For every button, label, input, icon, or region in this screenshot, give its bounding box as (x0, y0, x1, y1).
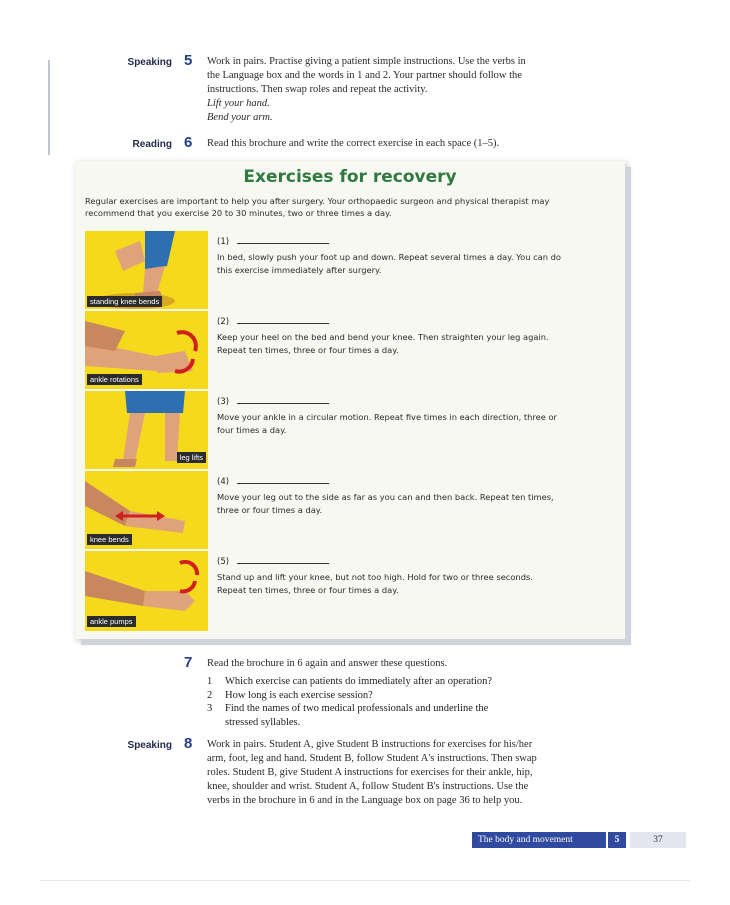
exercise-text (217, 251, 602, 276)
section-6-number: 6 (184, 134, 193, 151)
unit-number: 5 (606, 832, 626, 848)
section-6-instruction: Read this brochure and write the correct exercise in each space (1–5). (207, 138, 500, 149)
exercise-line: four times a day. (217, 424, 287, 435)
question-text: Which exercise can patients do immediately after an operation? (225, 676, 493, 687)
instruction-line: verbs in the brochure in 6 and in the Language box on page 36 to help you. (207, 795, 523, 806)
section-5-instructions (207, 55, 607, 125)
instruction-line: knee, shoulder and wrist. Student A, follow Student B's instructions. Use the (207, 781, 529, 792)
question-line: Find the names of two medical professionals and underline the (225, 703, 489, 714)
exercise-line: In bed, slowly push your foot up and down. Repeat several times a day. You can do (217, 252, 561, 262)
exercise-image-1 (85, 231, 208, 309)
exercise-line: Repeat ten times, three or four times a day. (217, 344, 399, 355)
section-5-label: Speaking (127, 57, 172, 68)
exercise-image-4 (85, 471, 208, 549)
instruction-line: Work in pairs. Student A, give Student B instructions for exercises for his/her (207, 739, 533, 750)
question-item (207, 689, 627, 703)
section-5-number: 5 (184, 52, 193, 69)
exercise-number: (3) (217, 397, 230, 407)
exercise-number: (2) (217, 317, 230, 327)
exercise-number: (5) (217, 557, 230, 567)
exercise-line: three or four times a day. (217, 504, 323, 515)
instruction-line: instructions. Then swap roles and repeat the activity. (207, 84, 428, 95)
exercise-text (217, 571, 602, 596)
question-item (207, 702, 627, 729)
instruction-line: Work in pairs. Practise giving a patient simple instructions. Use the verbs in (207, 56, 526, 67)
answer-blank[interactable] (237, 235, 329, 244)
example-line: Lift your hand. (207, 98, 270, 109)
image-caption: ankle rotations (87, 374, 142, 385)
question-list (207, 675, 627, 729)
section-6-label: Reading (132, 139, 172, 150)
exercise-line: Keep your heel on the bed and bend your knee. Then straighten your leg again. (217, 332, 549, 342)
question-text (225, 702, 488, 729)
unit-title: The body and movement (478, 835, 573, 845)
image-caption: standing knee bends (87, 296, 162, 307)
instruction-line: the Language box and the words in 1 and 2. Your partner should follow the (207, 70, 522, 81)
question-text: How long is each exercise session? (225, 689, 373, 701)
answer-blank[interactable] (237, 555, 329, 564)
exercise-1 (217, 231, 602, 276)
exercise-text (217, 331, 602, 356)
exercise-line: Move your leg out to the side as far as you can and then back. Repeat ten times, (217, 492, 554, 502)
exercise-image-2 (85, 311, 208, 389)
intro-line: recommend that you exercise 20 to 30 minutes, two or three times a day. (85, 208, 392, 218)
exercise-4 (217, 471, 602, 516)
example-line: Bend your arm. (207, 112, 273, 123)
exercise-line: Move your ankle in a circular motion. Repeat five times in each direction, three or (217, 412, 557, 422)
exercise-5 (217, 551, 602, 596)
answer-blank[interactable] (237, 395, 329, 404)
question-number: 3 (207, 703, 213, 714)
exercise-image-3 (85, 391, 208, 469)
brochure-intro (85, 195, 610, 219)
instruction-line: arm, foot, leg and hand. Student B, follow Student A's instructions. Then swap (207, 753, 537, 764)
page-number: 37 (630, 832, 686, 848)
intro-line: Regular exercises are important to help you after surgery. Your orthopaedic surgeon and physical therapist may (85, 196, 550, 206)
question-number: 1 (207, 676, 213, 687)
section-8-label: Speaking (127, 740, 172, 751)
section-8-number: 8 (184, 735, 193, 752)
exercise-line: this exercise immediately after surgery. (217, 264, 382, 275)
section-8-instructions (207, 738, 627, 808)
section-7-instruction: Read the brochure in 6 again and answer these questions. (207, 658, 448, 669)
image-caption: leg lifts (177, 452, 206, 463)
question-number: 2 (207, 689, 213, 701)
exercise-number: (4) (217, 477, 230, 487)
footer-unit-bar (472, 832, 626, 848)
exercise-line: Repeat ten times, three or four times a day. (217, 584, 399, 595)
margin-rule (48, 60, 50, 155)
answer-blank[interactable] (237, 475, 329, 484)
exercise-3 (217, 391, 602, 436)
exercise-2 (217, 311, 602, 356)
answer-blank[interactable] (237, 315, 329, 324)
exercise-number: (1) (217, 237, 230, 247)
question-line: stressed syllables. (225, 716, 301, 728)
exercise-text (217, 491, 602, 516)
section-7-number: 7 (184, 654, 193, 671)
question-item (207, 675, 627, 689)
instruction-line: roles. Student B, give Student A instructions for exercises for their ankle, hip, (207, 767, 533, 778)
image-caption: knee bends (87, 534, 132, 545)
exercise-image-5 (85, 551, 208, 631)
brochure (75, 161, 625, 639)
exercise-text (217, 411, 602, 436)
image-caption: ankle pumps (87, 616, 136, 627)
brochure-title: Exercises for recovery (243, 167, 457, 187)
exercise-line: Stand up and lift your knee, but not too high. Hold for two or three seconds. (217, 572, 533, 582)
bottom-divider (40, 880, 690, 881)
